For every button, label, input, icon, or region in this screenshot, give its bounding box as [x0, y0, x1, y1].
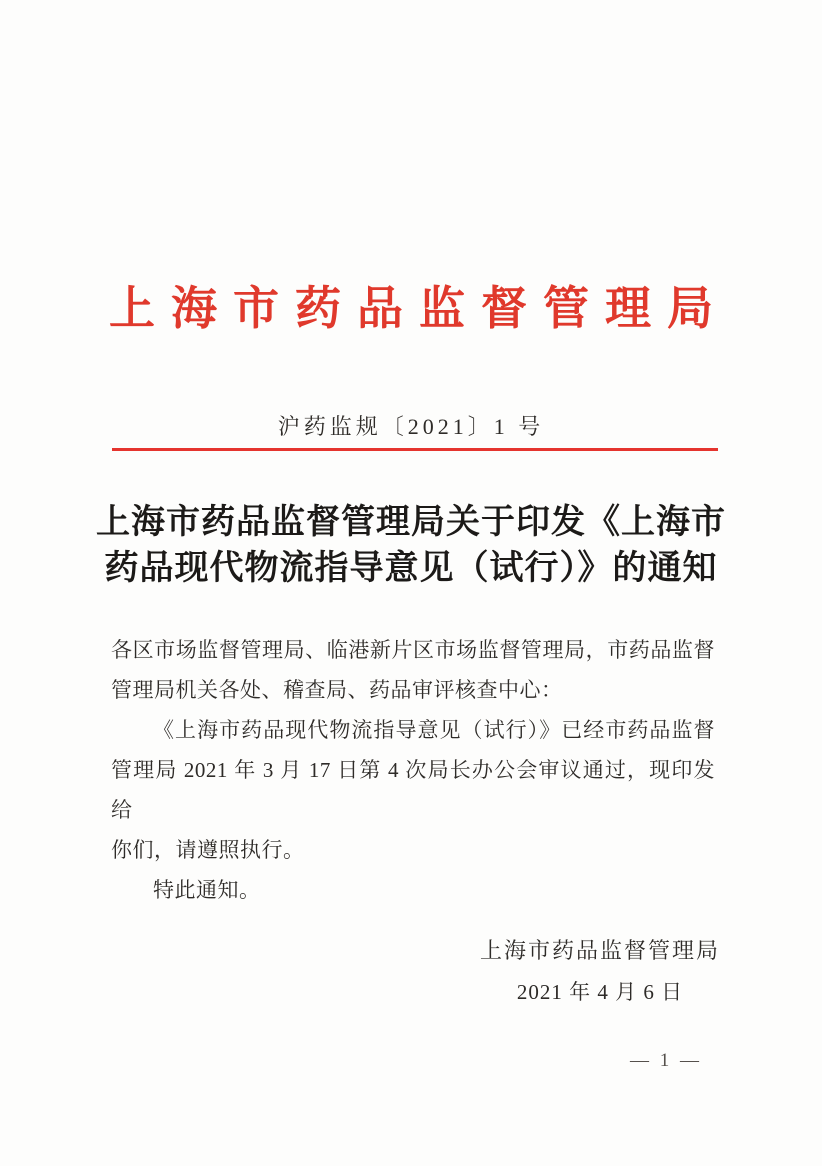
red-divider-line [112, 448, 718, 451]
doc-reference-number: 沪药监规〔2021〕1 号 [277, 414, 545, 439]
closing-line: 特此通知。 [153, 878, 261, 902]
agency-masthead: 上海市药品监督管理局 [109, 283, 729, 334]
signature-date: 2021 年 4 月 6 日 [516, 980, 684, 1004]
signature-agency: 上海市药品监督管理局 [479, 938, 720, 963]
recipients-line-2: 管理局机关各处、稽查局、药品审评核查中心： [111, 678, 563, 702]
notice-title-line2: 药品现代物流指导意见（试行）》的通知 [104, 550, 718, 587]
notice-body [111, 630, 715, 910]
notice-title [0, 500, 822, 592]
notice-title-line1: 上海市药品监督管理局关于印发《上海市 [96, 504, 726, 541]
signature-block [480, 934, 720, 1006]
paragraph-line-3: 你们，请遵照执行。 [111, 838, 305, 862]
paragraph-line-1: 《上海市药品现代物流指导意见（试行）》已经市药品监督 [153, 718, 715, 742]
recipients-line-1: 各区市场监督管理局、临港新片区市场监督管理局，市药品监督 [111, 638, 715, 662]
page-number: — 1 — [630, 1050, 702, 1071]
paragraph-line-2: 管理局 2021 年 3 月 17 日第 4 次局长办公会审议通过，现印发给 [111, 758, 715, 822]
